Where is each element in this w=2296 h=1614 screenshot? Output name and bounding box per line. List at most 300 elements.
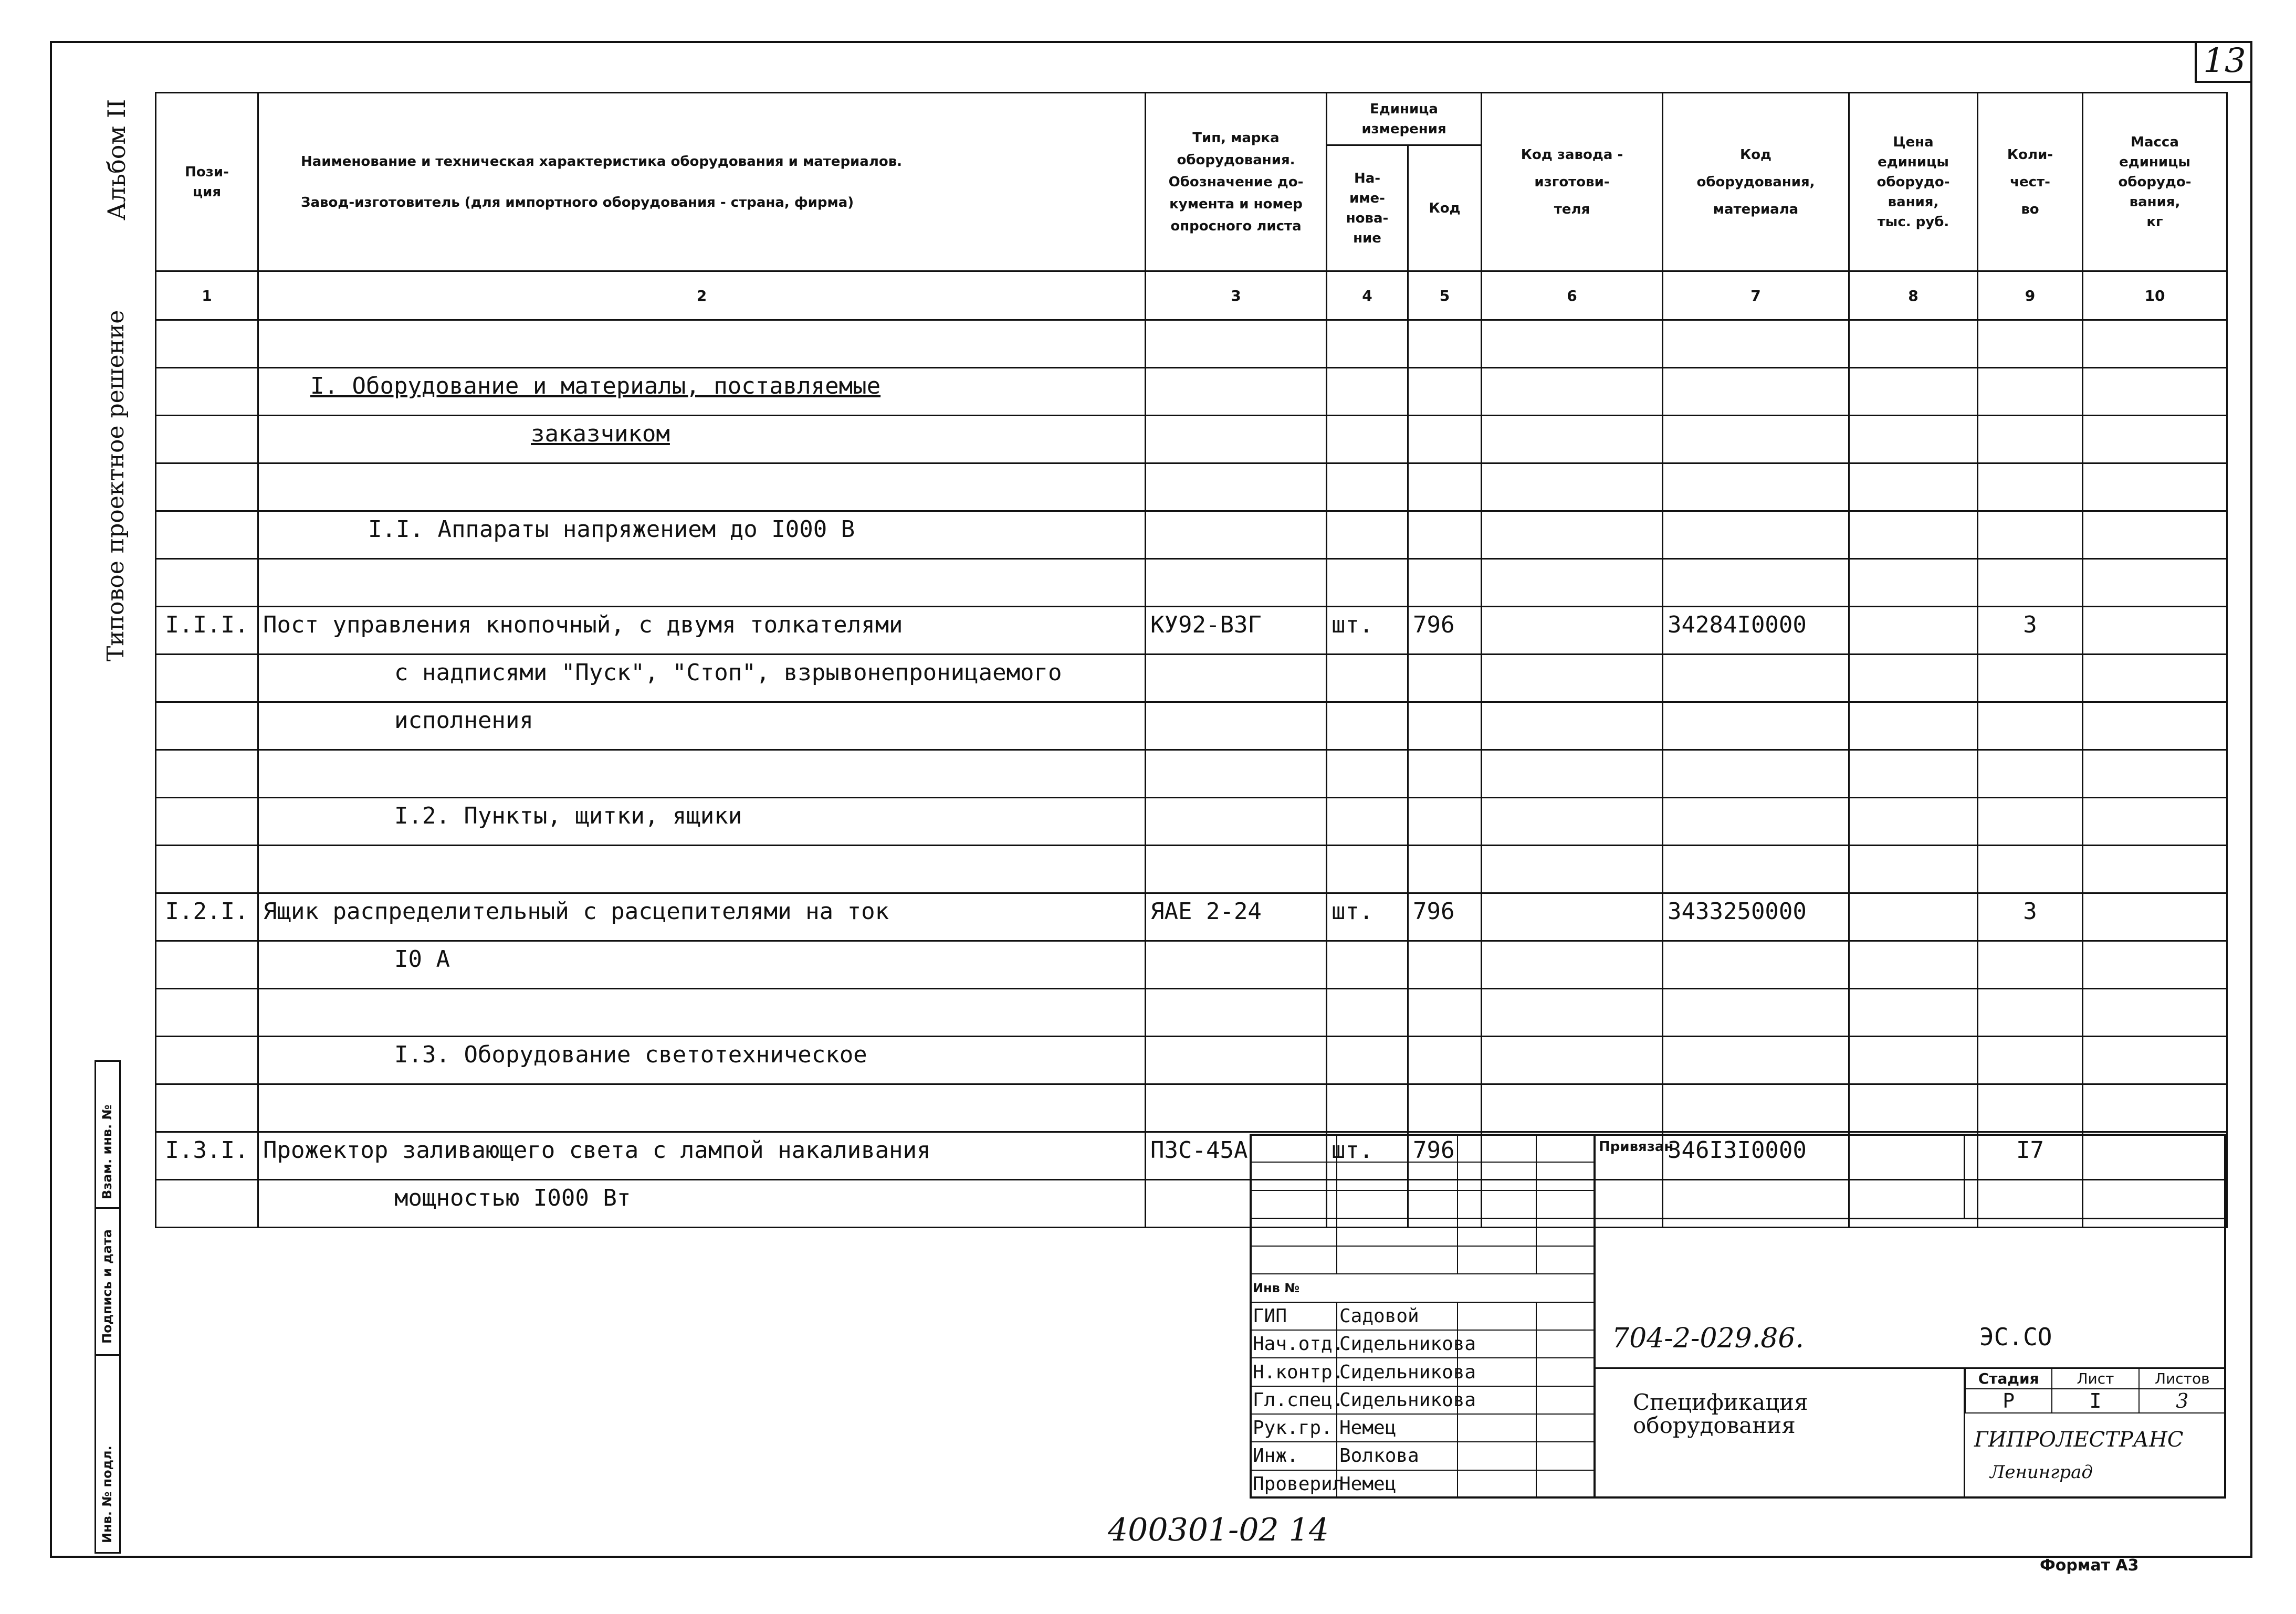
type-cell: [1146, 798, 1327, 846]
name-text: с надписями "Пуск", "Стоп", взрывонепроницаемого: [394, 659, 1062, 686]
unit-code-cell: [1408, 893, 1482, 941]
position-cell: [156, 559, 258, 607]
title-divider: [1593, 1134, 1596, 1499]
unit-code-cell: [1408, 846, 1482, 893]
unit-cell: [1327, 1037, 1408, 1084]
name-text: [263, 468, 394, 495]
unit-code-cell: [1408, 320, 1482, 368]
header-type: Тип, марка оборудования. Обозначение до- кумента и номер опросного листа: [1146, 93, 1327, 271]
type-cell: [1146, 1084, 1327, 1132]
name-cell: [258, 511, 1146, 559]
format-label: Формат А3: [2040, 1556, 2139, 1575]
type-cell: [1146, 463, 1327, 511]
quantity-cell: [1978, 463, 2083, 511]
position-cell: [156, 989, 258, 1037]
strip-field-inv-podl: Инв. № подл.: [100, 1446, 114, 1543]
quantity-cell: [1978, 941, 2083, 989]
equipment-code-cell: [1663, 416, 1849, 463]
price-cell: [1849, 750, 1978, 798]
equipment-code-cell: [1663, 798, 1849, 846]
standard-design-label: Типовое проектное решение: [102, 310, 129, 661]
name-cell: [258, 368, 1146, 416]
signature-mark: [1458, 1302, 1536, 1330]
type-text: ЯАЕ 2-24: [1150, 898, 1262, 925]
equipment-code-cell: [1663, 559, 1849, 607]
name-text: [263, 755, 394, 782]
specification-table: [155, 92, 2228, 1228]
type-cell: [1146, 989, 1327, 1037]
table-row: [156, 1037, 2227, 1084]
maker-code-cell: [1482, 798, 1663, 846]
name-cell: [258, 846, 1146, 893]
price-cell: [1849, 463, 1978, 511]
table-row: [156, 798, 2227, 846]
mass-cell: [2083, 798, 2227, 846]
unit-cell: [1327, 463, 1408, 511]
type-cell: [1146, 1037, 1327, 1084]
price-cell: [1849, 1084, 1978, 1132]
table-row: [156, 750, 2227, 798]
position-cell: [156, 463, 258, 511]
maker-code-cell: [1482, 511, 1663, 559]
price-cell: [1849, 798, 1978, 846]
signature-row: [1250, 1442, 1594, 1470]
table-row: [156, 463, 2227, 511]
quantity-cell: [1978, 655, 2083, 702]
name-cell: [258, 559, 1146, 607]
table-row: [156, 893, 2227, 941]
quantity-cell: [1978, 1037, 2083, 1084]
table-row: [156, 941, 2227, 989]
mass-cell: [2083, 368, 2227, 416]
strip-divider: [95, 1207, 121, 1209]
unit-code-cell: [1408, 750, 1482, 798]
name-text: I.I. Аппараты напряжением до I000 В: [368, 516, 855, 543]
unit-code-cell: [1408, 1084, 1482, 1132]
signature-date: [1536, 1358, 1594, 1386]
column-number: 6: [1482, 271, 1663, 320]
quantity-cell: [1978, 750, 2083, 798]
quantity-cell: [1978, 798, 2083, 846]
quantity-text: I7: [2016, 1137, 2044, 1164]
price-cell: [1849, 1037, 1978, 1084]
price-cell: [1849, 846, 1978, 893]
mass-cell: [2083, 750, 2227, 798]
name-cell: [258, 893, 1146, 941]
unit-code-cell: [1408, 368, 1482, 416]
position-cell: [156, 893, 258, 941]
strip-field-signature-date: Подпись и дата: [100, 1229, 114, 1344]
unit-code-text: 796: [1413, 898, 1455, 925]
type-cell: [1146, 893, 1327, 941]
equipment-code-cell: [1663, 320, 1849, 368]
column-number: 2: [258, 271, 1146, 320]
type-cell: [1146, 941, 1327, 989]
column-number: 7: [1663, 271, 1849, 320]
name-cell: [258, 989, 1146, 1037]
unit-code-text: 796: [1413, 1137, 1455, 1164]
quantity-cell: [1978, 893, 2083, 941]
table-row: [156, 559, 2227, 607]
unit-text: шт.: [1332, 898, 1374, 925]
position-cell: [156, 607, 258, 655]
equipment-code-cell: [1663, 893, 1849, 941]
position-cell: [156, 1037, 258, 1084]
type-text: ПЗС-45А: [1150, 1137, 1248, 1164]
column-number: 8: [1849, 271, 1978, 320]
type-cell: [1146, 607, 1327, 655]
header-unit-group: Единица измерения: [1327, 93, 1482, 145]
signature-name: Сидельникова: [1337, 1330, 1458, 1358]
unit-cell: [1327, 416, 1408, 463]
unit-code-text: 796: [1413, 611, 1455, 638]
unit-code-cell: [1408, 416, 1482, 463]
name-text: Ящик распределительный с расцепителями на ток: [263, 898, 889, 925]
quantity-cell: [1978, 368, 2083, 416]
stage-label: Стадия: [1965, 1368, 2052, 1389]
position-cell: [156, 798, 258, 846]
unit-text: шт.: [1332, 611, 1374, 638]
signature-date: [1536, 1414, 1594, 1442]
quantity-text: 3: [2023, 898, 2037, 925]
name-cell: [258, 750, 1146, 798]
price-cell: [1849, 416, 1978, 463]
maker-code-cell: [1482, 702, 1663, 750]
signature-row: [1250, 1386, 1594, 1414]
unit-code-cell: [1408, 463, 1482, 511]
unit-cell: [1327, 320, 1408, 368]
unit-code-cell: [1408, 559, 1482, 607]
position-cell: [156, 1132, 258, 1180]
signature-row: [1250, 1330, 1594, 1358]
signature-mark: [1458, 1470, 1536, 1498]
maker-code-cell: [1482, 368, 1663, 416]
table-row: [156, 320, 2227, 368]
name-cell: [258, 1084, 1146, 1132]
title-divider: [1964, 1134, 1965, 1218]
unit-text: шт.: [1332, 1137, 1374, 1164]
equipment-code-cell: [1663, 1084, 1849, 1132]
mass-cell: [2083, 1084, 2227, 1132]
name-text: [263, 325, 394, 352]
unit-code-cell: [1408, 989, 1482, 1037]
signature-role: Рук.гр.: [1250, 1414, 1337, 1442]
column-number-row: [156, 271, 2227, 320]
mass-cell: [2083, 941, 2227, 989]
signature-name: Немец: [1337, 1470, 1458, 1498]
signature-role: Н.контр.: [1250, 1358, 1337, 1386]
equipment-code-cell: [1663, 511, 1849, 559]
table-row: [156, 846, 2227, 893]
header-price: Цена единицы оборудо- вания, тыс. руб.: [1849, 93, 1978, 271]
column-number: 10: [2083, 271, 2227, 320]
equipment-code-cell: [1663, 607, 1849, 655]
unit-code-cell: [1408, 511, 1482, 559]
price-cell: [1849, 702, 1978, 750]
maker-code-cell: [1482, 941, 1663, 989]
unit-cell: [1327, 798, 1408, 846]
maker-code-cell: [1482, 1084, 1663, 1132]
name-cell: [258, 463, 1146, 511]
header-mass: Масса единицы оборудо- вания, кг: [2083, 93, 2227, 271]
signature-name: Немец: [1337, 1414, 1458, 1442]
signature-row: [1250, 1358, 1594, 1386]
position-cell: [156, 846, 258, 893]
equipment-code-cell: [1663, 702, 1849, 750]
name-cell: [258, 1180, 1146, 1228]
name-text: [263, 1089, 394, 1116]
maker-code-cell: [1482, 989, 1663, 1037]
price-cell: [1849, 893, 1978, 941]
type-text: КУ92-ВЗГ: [1150, 611, 1262, 638]
equipment-code-cell: [1663, 655, 1849, 702]
price-cell: [1849, 559, 1978, 607]
unit-cell: [1327, 607, 1408, 655]
position-cell: [156, 750, 258, 798]
header-unit-code: Код: [1408, 145, 1482, 271]
type-cell: [1146, 702, 1327, 750]
signature-row: [1250, 1470, 1594, 1498]
price-cell: [1849, 511, 1978, 559]
type-cell: [1146, 320, 1327, 368]
stage-sheet-table: [1965, 1367, 2226, 1413]
name-text: исполнения: [394, 707, 533, 734]
sheet-label: Лист: [2052, 1368, 2138, 1389]
signature-role: Нач.отд.: [1250, 1330, 1337, 1358]
archive-stamp: 400301-02 14: [1108, 1512, 1329, 1548]
signature-rows: [1250, 1302, 1594, 1498]
signature-role: Проверил: [1250, 1470, 1337, 1498]
unit-cell: [1327, 368, 1408, 416]
maker-code-cell: [1482, 416, 1663, 463]
quantity-text: 3: [2023, 611, 2037, 638]
header-equipment-code: Код оборудования, материала: [1663, 93, 1849, 271]
type-cell: [1146, 511, 1327, 559]
signature-role: Инж.: [1250, 1442, 1337, 1470]
price-cell: [1849, 655, 1978, 702]
position-text: I.2.I.: [165, 898, 249, 925]
signature-date: [1536, 1330, 1594, 1358]
document-mark: ЭС.СО: [1979, 1323, 2052, 1351]
unit-code-cell: [1408, 941, 1482, 989]
mass-cell: [2083, 846, 2227, 893]
signature-date: [1536, 1470, 1594, 1498]
equipment-code-cell: [1663, 1037, 1849, 1084]
signature-name: Сидельникова: [1337, 1358, 1458, 1386]
unit-cell: [1327, 750, 1408, 798]
position-cell: [156, 511, 258, 559]
position-cell: [156, 941, 258, 989]
maker-code-cell: [1482, 846, 1663, 893]
position-cell: [156, 416, 258, 463]
equipment-code-text: 34284I0000: [1668, 611, 1807, 638]
header-quantity: Коли- чест- во: [1978, 93, 2083, 271]
unit-cell: [1327, 655, 1408, 702]
mass-cell: [2083, 607, 2227, 655]
maker-code-cell: [1482, 463, 1663, 511]
quantity-cell: [1978, 320, 2083, 368]
equipment-code-cell: [1663, 368, 1849, 416]
sheet-value: I: [2052, 1389, 2138, 1413]
header-maker-code: Код завода - изготови- теля: [1482, 93, 1663, 271]
unit-code-cell: [1408, 607, 1482, 655]
document-number: 704-2-029.86.: [1612, 1323, 1804, 1354]
position-cell: [156, 320, 258, 368]
quantity-cell: [1978, 989, 2083, 1037]
organization-name: ГИПРОЛЕСТРАНС: [1974, 1428, 2184, 1452]
unit-cell: [1327, 702, 1408, 750]
price-cell: [1849, 368, 1978, 416]
maker-code-cell: [1482, 750, 1663, 798]
signature-mark: [1458, 1442, 1536, 1470]
name-text: I. Оборудование и материалы, поставляемые: [310, 373, 881, 399]
album-label: Альбом II: [102, 99, 131, 220]
position-cell: [156, 655, 258, 702]
price-cell: [1849, 607, 1978, 655]
table-row: [156, 1084, 2227, 1132]
name-text: I.3. Оборудование светотехническое: [394, 1041, 867, 1068]
header-name-line1: Наименование и техническая характеристика оборудования и материалов.: [301, 153, 903, 170]
name-text: I.2. Пункты, щитки, ящики: [394, 803, 742, 829]
maker-code-cell: [1482, 893, 1663, 941]
signature-row: [1250, 1302, 1594, 1330]
name-text: [263, 850, 394, 877]
header-name: [258, 93, 1146, 271]
mass-cell: [2083, 416, 2227, 463]
name-text: мощностью I000 Вт: [394, 1185, 631, 1211]
maker-code-cell: [1482, 607, 1663, 655]
price-cell: [1849, 989, 1978, 1037]
unit-cell: [1327, 846, 1408, 893]
quantity-cell: [1978, 607, 2083, 655]
table-row: [156, 416, 2227, 463]
mass-cell: [2083, 702, 2227, 750]
position-cell: [156, 702, 258, 750]
quantity-cell: [1978, 702, 2083, 750]
privyazan-label: Привязан: [1599, 1139, 1674, 1155]
type-cell: [1146, 846, 1327, 893]
quantity-cell: [1978, 511, 2083, 559]
unit-code-cell: [1408, 798, 1482, 846]
table-row: [156, 607, 2227, 655]
signature-row: [1250, 1414, 1594, 1442]
name-cell: [258, 416, 1146, 463]
unit-cell: [1327, 511, 1408, 559]
unit-code-cell: [1408, 655, 1482, 702]
header-position: Пози- ция: [156, 93, 258, 271]
unit-cell: [1327, 989, 1408, 1037]
name-cell: [258, 798, 1146, 846]
type-cell: [1146, 368, 1327, 416]
equipment-code-cell: [1663, 989, 1849, 1037]
mass-cell: [2083, 559, 2227, 607]
equipment-code-text: 346I3I0000: [1668, 1137, 1807, 1164]
signature-table: [1250, 1134, 1595, 1499]
name-text: заказчиком: [531, 420, 670, 447]
unit-cell: [1327, 1084, 1408, 1132]
signature-name: Сидельникова: [1337, 1386, 1458, 1414]
signature-date: [1536, 1302, 1594, 1330]
table-row: [156, 511, 2227, 559]
mass-cell: [2083, 893, 2227, 941]
name-cell: [258, 607, 1146, 655]
name-text: Прожектор заливающего света с лампой накаливания: [263, 1137, 931, 1164]
name-text: [263, 994, 394, 1020]
table-row: [156, 655, 2227, 702]
mass-cell: [2083, 1037, 2227, 1084]
type-cell: [1146, 559, 1327, 607]
name-cell: [258, 655, 1146, 702]
position-text: I.3.I.: [165, 1137, 249, 1164]
column-number: 5: [1408, 271, 1482, 320]
maker-code-cell: [1482, 655, 1663, 702]
strip-divider: [95, 1354, 121, 1356]
signature-mark: [1458, 1414, 1536, 1442]
unit-code-cell: [1408, 1037, 1482, 1084]
equipment-code-cell: [1663, 846, 1849, 893]
table-row: [156, 989, 2227, 1037]
unit-code-cell: [1408, 702, 1482, 750]
stage-value: Р: [1965, 1389, 2052, 1413]
quantity-cell: [1978, 846, 2083, 893]
price-cell: [1849, 941, 1978, 989]
equipment-code-cell: [1663, 941, 1849, 989]
column-number: 3: [1146, 271, 1327, 320]
position-cell: [156, 368, 258, 416]
sheets-label: Листов: [2139, 1368, 2226, 1389]
equipment-code-cell: [1663, 463, 1849, 511]
header-name-line2: Завод-изготовитель (для импортного оборудования - страна, фирма): [301, 194, 854, 210]
unit-cell: [1327, 893, 1408, 941]
type-cell: [1146, 416, 1327, 463]
header-unit-name: На- име- нова- ние: [1327, 145, 1408, 271]
signature-name: Волкова: [1337, 1442, 1458, 1470]
document-title: Спецификация оборудования: [1633, 1389, 1808, 1438]
mass-cell: [2083, 989, 2227, 1037]
equipment-code-text: 3433250000: [1668, 898, 1807, 925]
mass-cell: [2083, 511, 2227, 559]
maker-code-cell: [1482, 559, 1663, 607]
price-cell: [1849, 320, 1978, 368]
type-cell: [1146, 750, 1327, 798]
mass-cell: [2083, 320, 2227, 368]
name-text: [263, 564, 394, 590]
unit-cell: [1327, 941, 1408, 989]
unit-cell: [1327, 559, 1408, 607]
name-text: Пост управления кнопочный, с двумя толкателями: [263, 611, 903, 638]
name-cell: [258, 1132, 1146, 1180]
organization-city: Ленинград: [1990, 1462, 2093, 1483]
strip-field-vzam-inv: Взам. инв. №: [100, 1104, 114, 1199]
title-divider: [1593, 1218, 2226, 1219]
mass-cell: [2083, 655, 2227, 702]
signature-date: [1536, 1386, 1594, 1414]
signature-date: [1536, 1442, 1594, 1470]
mass-cell: [2083, 463, 2227, 511]
name-text: I0 А: [394, 946, 450, 973]
equipment-code-cell: [1663, 750, 1849, 798]
signature-role: ГИП: [1250, 1302, 1337, 1330]
position-text: I.I.I.: [165, 611, 249, 638]
name-cell: [258, 1037, 1146, 1084]
specification-rows: [156, 320, 2227, 1228]
signature-name: Садовой: [1337, 1302, 1458, 1330]
name-cell: [258, 702, 1146, 750]
quantity-cell: [1978, 1084, 2083, 1132]
inv-number-label: Инв №: [1250, 1274, 1594, 1302]
column-number: 4: [1327, 271, 1408, 320]
sheets-value: 3: [2139, 1389, 2226, 1413]
